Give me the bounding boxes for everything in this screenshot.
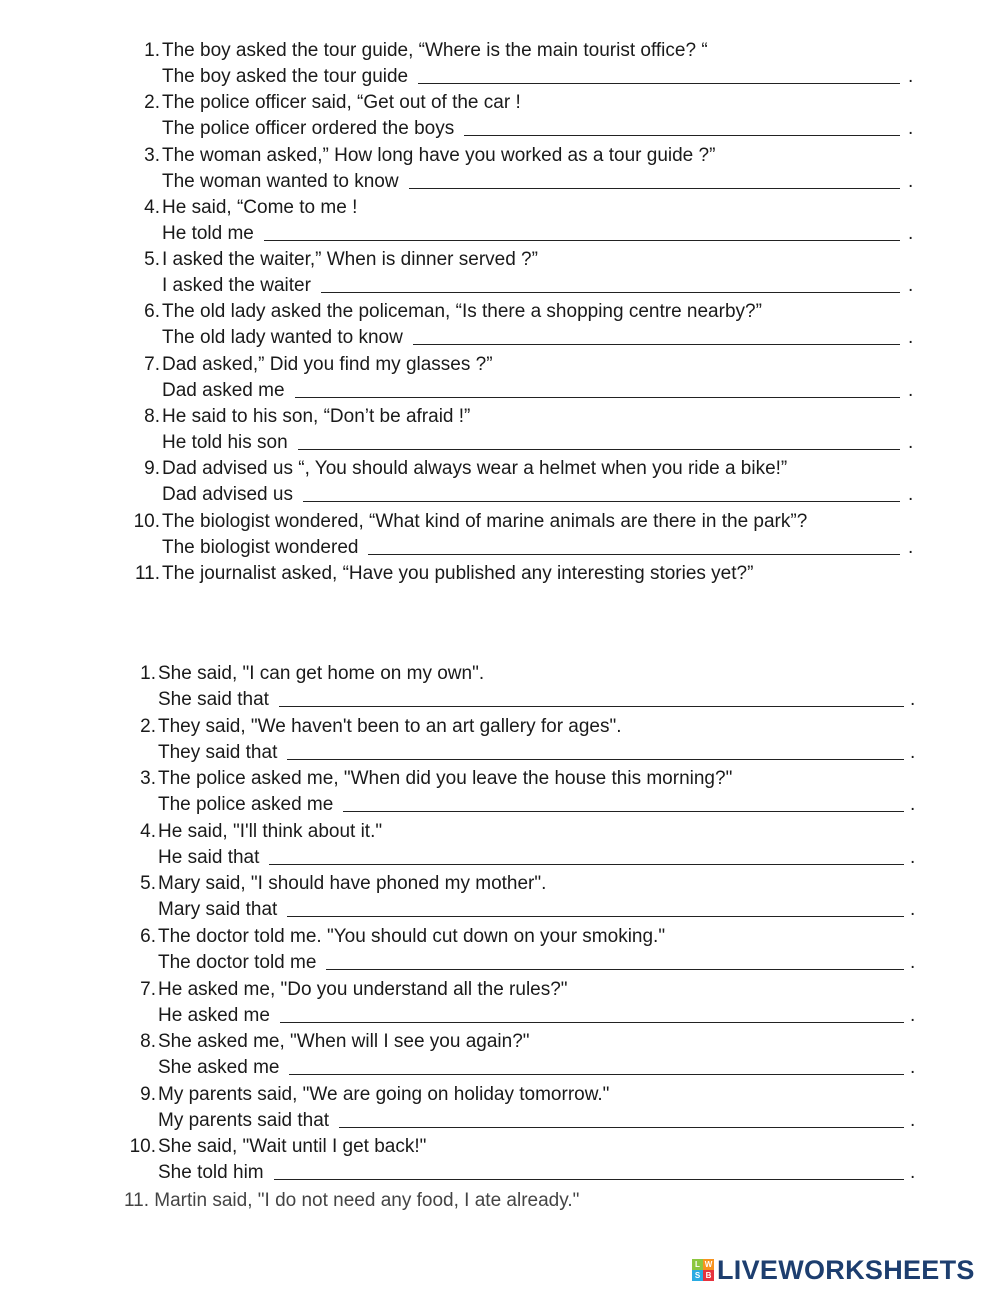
item-number: 5. [144, 249, 160, 271]
answer-line [162, 535, 928, 561]
answer-stem: Mary said that [158, 899, 278, 921]
question-line [128, 247, 928, 273]
question-text: The old lady asked the policeman, “Is there a shopping centre nearby?” [162, 301, 762, 323]
end-period: . [908, 536, 914, 558]
item-number: 4. [144, 196, 160, 218]
answer-line [158, 792, 934, 818]
exercise-item [124, 977, 934, 1030]
item-number: 6. [144, 301, 160, 323]
exercise-item [128, 38, 928, 90]
answer-blank[interactable] [418, 83, 900, 84]
end-period: . [908, 327, 914, 349]
question-text: My parents said, "We are going on holiday tomorrow." [158, 1083, 610, 1105]
answer-stem: The doctor told me [158, 951, 317, 973]
answer-blank[interactable] [287, 916, 904, 917]
answer-stem: Dad advised us [162, 484, 293, 506]
question-text: I asked the waiter,” When is dinner served ?” [162, 249, 538, 271]
question-line [124, 977, 934, 1003]
item-number: 9. [144, 458, 160, 480]
exercise-item [124, 766, 934, 819]
question-line [124, 871, 934, 897]
answer-line [158, 845, 934, 871]
end-period: . [910, 899, 916, 921]
logo-icon-cell: S [692, 1270, 703, 1281]
item-number: 7. [144, 353, 160, 375]
end-period: . [908, 432, 914, 454]
question-line [124, 661, 934, 687]
end-period: . [910, 1162, 916, 1184]
answer-stem: My parents said that [158, 1109, 330, 1131]
answer-stem: The boy asked the tour guide [162, 66, 409, 87]
answer-line [158, 1055, 934, 1081]
exercise-item [124, 1029, 934, 1082]
end-period: . [908, 484, 914, 506]
item-number: 11. [134, 562, 160, 584]
question-text: He asked me, "Do you understand all the rules?" [158, 978, 568, 1000]
answer-blank[interactable] [464, 135, 900, 136]
answer-stem: She asked me [158, 1057, 280, 1079]
item-number: 2. [140, 715, 156, 737]
item-number: 2. [144, 92, 160, 114]
question-text: The police officer said, “Get out of the car ! [162, 92, 521, 114]
exercise-item [128, 561, 928, 613]
item-number: 10. [133, 510, 160, 532]
liveworksheets-logo [692, 1255, 975, 1285]
end-period: . [910, 741, 916, 763]
exercise-item [124, 819, 934, 872]
item-number: 8. [144, 406, 160, 428]
exercise-item [124, 661, 934, 714]
question-text: The woman asked,” How long have you worked as a tour guide ?” [162, 144, 716, 166]
exercise-item [128, 90, 928, 142]
question-text: He said, “Come to me ! [162, 196, 358, 218]
question-line [124, 714, 934, 740]
answer-stem: The woman wanted to know [162, 170, 399, 192]
answer-blank[interactable] [269, 864, 904, 865]
end-period: . [910, 1109, 916, 1131]
answer-stem: Dad asked me [162, 379, 285, 401]
question-line [124, 766, 934, 792]
question-text: She said, "I can get home on my own". [158, 663, 485, 684]
answer-blank[interactable] [298, 449, 900, 450]
answer-blank[interactable] [295, 397, 900, 398]
answer-line [162, 325, 928, 351]
answer-blank[interactable] [289, 1074, 904, 1075]
question-line [124, 1029, 934, 1055]
question-line [128, 38, 928, 64]
answer-line [162, 273, 928, 299]
answer-line [158, 897, 934, 923]
answer-blank[interactable] [264, 240, 900, 241]
answer-blank[interactable] [280, 1022, 904, 1023]
logo-icon-cell: W [704, 1260, 713, 1269]
end-period: . [910, 689, 916, 710]
answer-line [162, 64, 928, 90]
answer-line [158, 1003, 934, 1029]
end-period: . [908, 170, 914, 192]
answer-blank[interactable] [339, 1127, 904, 1128]
exercise-item [128, 509, 928, 561]
question-text: The journalist asked, “Have you published any interesting stories yet?” [162, 562, 754, 584]
answer-line [158, 687, 934, 713]
item-number: 6. [140, 925, 156, 947]
question-line [124, 1134, 934, 1160]
answer-stem: He told his son [162, 432, 288, 454]
item-number: 1. [144, 40, 160, 61]
question-line [128, 352, 928, 378]
exercise-item [124, 924, 934, 977]
end-period: . [910, 951, 916, 973]
end-period: . [908, 118, 914, 140]
exercise-item [128, 352, 928, 404]
exercise-item [124, 1082, 934, 1135]
answer-stem: He said that [158, 846, 260, 868]
item-number: 8. [140, 1031, 156, 1053]
exercise-item [124, 1134, 934, 1187]
exercise-item [124, 714, 934, 767]
worksheet-section-2 [124, 661, 934, 1187]
answer-blank[interactable] [326, 969, 904, 970]
exercise-item [128, 299, 928, 351]
answer-blank[interactable] [368, 554, 900, 555]
question-line [128, 299, 928, 325]
answer-blank[interactable] [287, 759, 904, 760]
answer-line [158, 740, 934, 766]
exercise-item [128, 195, 928, 247]
logo-icon-cell: B [703, 1270, 714, 1281]
item-number: 3. [144, 144, 160, 166]
question-text: Mary said, "I should have phoned my mother". [158, 873, 547, 895]
item-number: 10. [129, 1136, 156, 1158]
question-line [128, 143, 928, 169]
exercise-item [128, 456, 928, 508]
answer-blank[interactable] [409, 188, 900, 189]
question-line [128, 404, 928, 430]
end-period: . [910, 846, 916, 868]
question-text: Dad advised us “, You should always wear a helmet when you ride a bike!” [162, 458, 788, 480]
question-text: The doctor told me. "You should cut down on your smoking." [158, 925, 666, 947]
end-period: . [910, 794, 916, 816]
item-number: 3. [140, 768, 156, 790]
question-text: He said, "I'll think about it." [158, 820, 383, 842]
question-line [128, 456, 928, 482]
question-line [128, 195, 928, 221]
answer-line [162, 221, 928, 247]
answer-line [158, 1108, 934, 1134]
answer-stem: She told him [158, 1162, 264, 1184]
question-text: The boy asked the tour guide, “Where is the main tourist office? “ [162, 40, 708, 61]
end-period: . [910, 1004, 916, 1026]
answer-line [162, 116, 928, 142]
item-number: 9. [140, 1083, 156, 1105]
answer-stem: She said that [158, 689, 269, 710]
end-period: . [908, 379, 914, 401]
answer-line [162, 482, 928, 508]
end-period: . [910, 1057, 916, 1079]
question-text: She asked me, "When will I see you again?" [158, 1031, 530, 1053]
question-text: Dad asked,” Did you find my glasses ?” [162, 353, 493, 375]
cropped-text-line: 11. Martin said, "I do not need any food, I ate already." [124, 1190, 580, 1211]
answer-stem: The old lady wanted to know [162, 327, 403, 349]
answer-stem: The police asked me [158, 794, 334, 816]
end-period: . [908, 222, 914, 244]
exercise-item [128, 247, 928, 299]
answer-blank[interactable] [321, 292, 900, 293]
answer-line [162, 169, 928, 195]
exercise-item [128, 143, 928, 195]
end-period: . [908, 66, 914, 87]
answer-blank[interactable] [413, 344, 900, 345]
answer-stem: The biologist wondered [162, 536, 359, 558]
question-line [124, 1082, 934, 1108]
logo-text: LIVEWORKSHEETS [717, 1254, 975, 1285]
question-text: He said to his son, “Don’t be afraid !” [162, 406, 471, 428]
item-number: 4. [140, 820, 156, 842]
exercise-item [128, 404, 928, 456]
question-text: The biologist wondered, “What kind of marine animals are there in the park”? [162, 510, 808, 532]
answer-blank[interactable] [303, 501, 900, 502]
question-line [124, 924, 934, 950]
answer-blank[interactable] [274, 1179, 904, 1180]
answer-blank[interactable] [279, 706, 904, 707]
answer-line [162, 378, 928, 404]
question-line [128, 90, 928, 116]
question-line [128, 509, 928, 535]
answer-blank[interactable] [343, 811, 904, 812]
exercise-item [124, 871, 934, 924]
item-number: 1. [140, 663, 156, 684]
question-text: They said, "We haven't been to an art gallery for ages". [158, 715, 622, 737]
question-text: She said, "Wait until I get back!" [158, 1136, 427, 1158]
question-text: The police asked me, "When did you leave the house this morning?" [158, 768, 733, 790]
answer-stem: They said that [158, 741, 278, 763]
question-line [128, 561, 928, 587]
answer-stem: He asked me [158, 1004, 270, 1026]
end-period: . [908, 275, 914, 297]
answer-line [158, 1160, 934, 1186]
answer-line [162, 430, 928, 456]
answer-stem: I asked the waiter [162, 275, 311, 297]
logo-icon-cell: L [692, 1259, 703, 1270]
item-number: 7. [140, 978, 156, 1000]
item-number: 5. [140, 873, 156, 895]
question-line [124, 819, 934, 845]
logo-icon [692, 1259, 714, 1281]
answer-line [158, 950, 934, 976]
answer-stem: The police officer ordered the boys [162, 118, 455, 140]
worksheet-section-1 [128, 38, 928, 613]
answer-stem: He told me [162, 222, 254, 244]
